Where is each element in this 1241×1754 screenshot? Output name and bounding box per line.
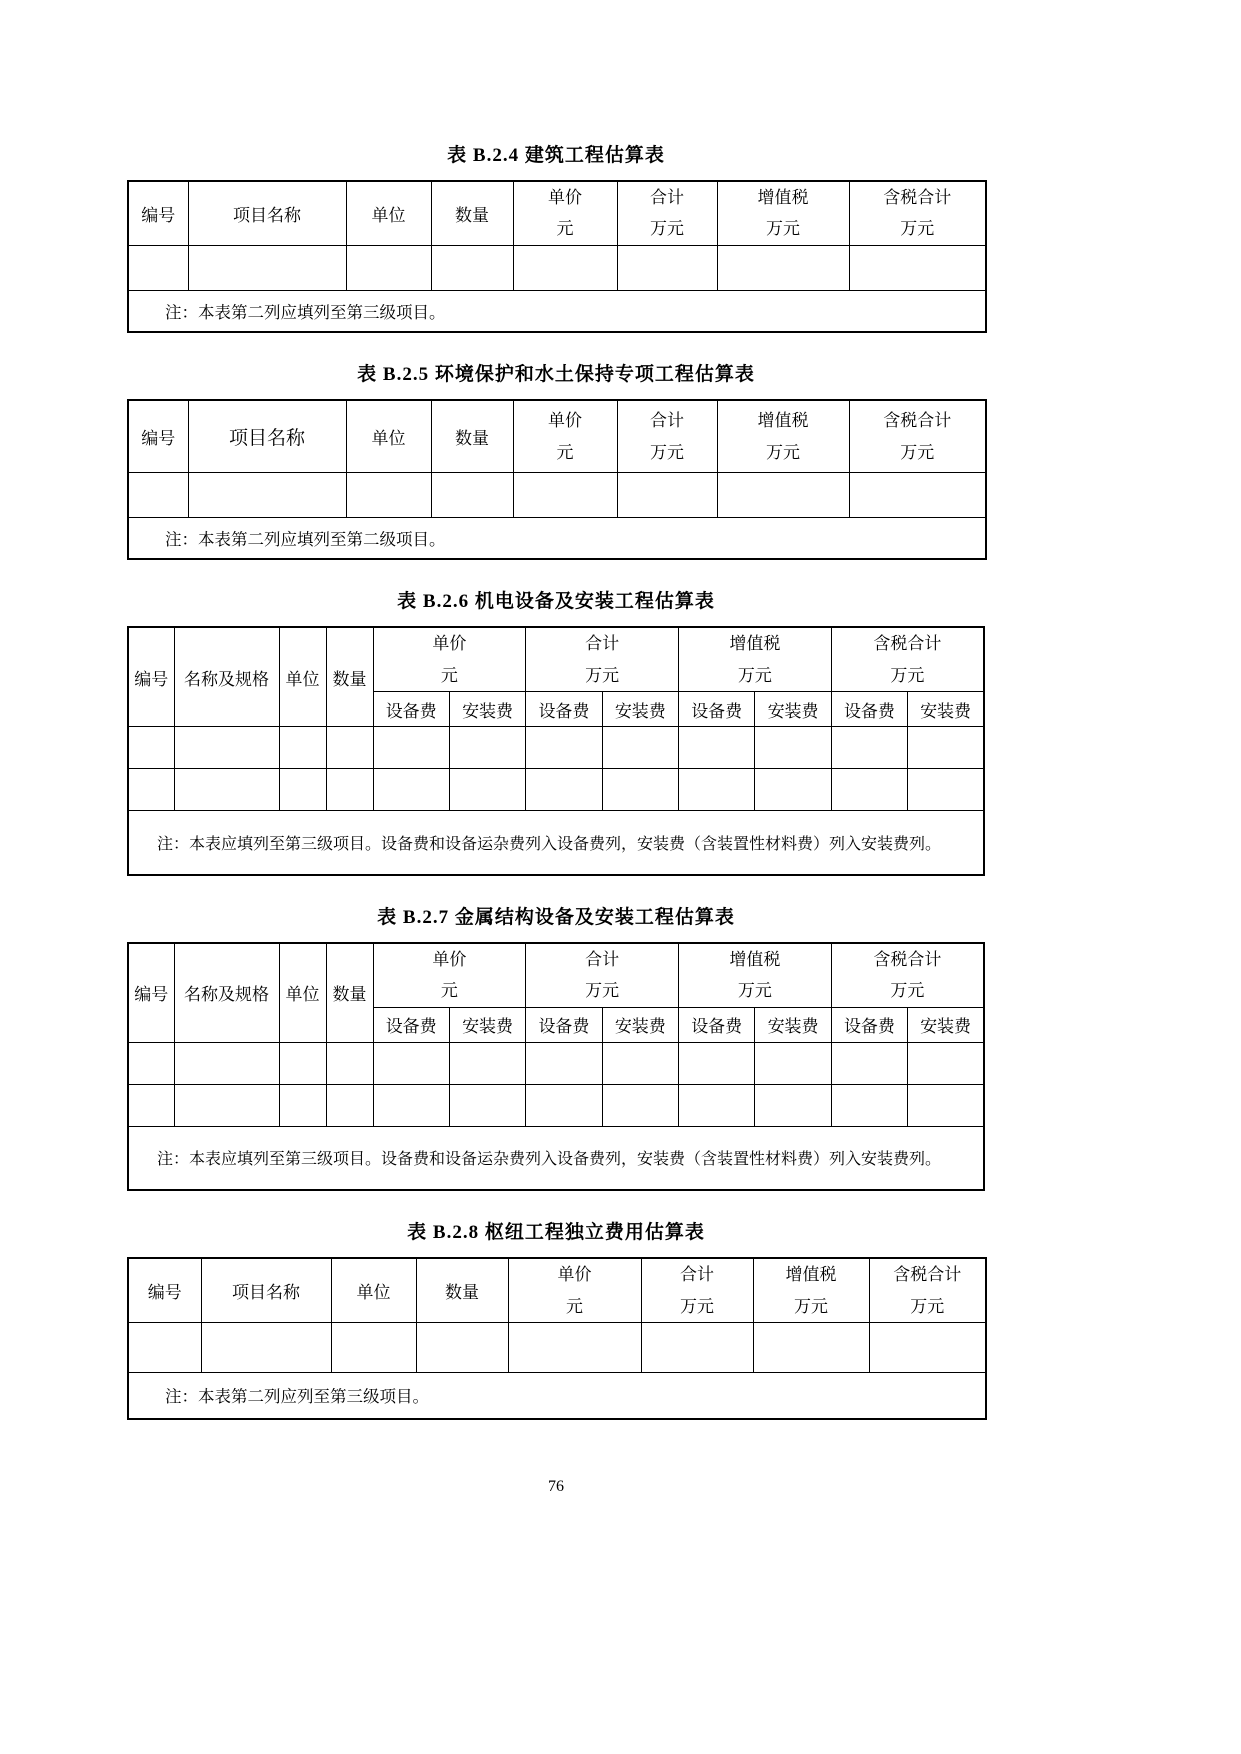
header-total: 合计 万元: [641, 1258, 753, 1322]
subheader-installation-fee: 安装费: [755, 1007, 831, 1042]
header-group-total: 合计 万元: [526, 627, 679, 691]
empty-cell: [602, 1042, 678, 1084]
subheader-equipment-fee: 设备费: [526, 1007, 602, 1042]
subheader-equipment-fee: 设备费: [373, 1007, 449, 1042]
empty-cell: [326, 1042, 373, 1084]
subheader-installation-fee: 安装费: [755, 692, 831, 727]
table-b28: [127, 1257, 987, 1419]
empty-cell: [373, 1042, 449, 1084]
empty-cell: [717, 245, 849, 290]
empty-cell: [849, 472, 986, 517]
empty-cell: [831, 769, 907, 811]
header-unit: 单位: [346, 400, 431, 472]
empty-data-row: [128, 727, 984, 769]
table-b25-header-row: [128, 400, 986, 472]
header-item-name: 项目名称: [188, 181, 346, 245]
header-total-incl-tax: 含税合计 万元: [869, 1258, 986, 1322]
empty-cell: [174, 1042, 279, 1084]
empty-cell: [831, 727, 907, 769]
empty-cell: [331, 1323, 416, 1373]
header-unit-price: 单价 元: [513, 400, 617, 472]
empty-data-row: [128, 1042, 984, 1084]
empty-cell: [831, 1084, 907, 1126]
header-group-total-incl-tax: 含税合计 万元: [831, 943, 984, 1007]
empty-cell: [602, 1084, 678, 1126]
empty-cell: [201, 1323, 331, 1373]
table-note: 注：本表第二列应列至第三级项目。: [128, 1373, 986, 1419]
header-group-vat: 增值税 万元: [679, 943, 832, 1007]
header-unit-price: 单价 元: [508, 1258, 641, 1322]
empty-cell: [326, 1084, 373, 1126]
empty-cell: [869, 1323, 986, 1373]
table-b25: [127, 399, 987, 560]
header-group-unit-price: 单价 元: [373, 943, 526, 1007]
empty-cell: [526, 1084, 602, 1126]
subheader-equipment-fee: 设备费: [679, 692, 755, 727]
empty-cell: [128, 1323, 201, 1373]
empty-cell: [174, 769, 279, 811]
header-name-spec: 名称及规格: [174, 627, 279, 726]
empty-cell: [431, 472, 513, 517]
page-number: 76: [548, 1478, 564, 1495]
empty-cell: [449, 1084, 525, 1126]
header-total-incl-tax: 含税合计 万元: [849, 400, 986, 472]
subheader-installation-fee: 安装费: [908, 692, 984, 727]
table-note: 注：本表应填列至第三级项目。设备费和设备运杂费列入设备费列，安装费（含装置性材料费）列入安装费列。: [128, 1126, 984, 1190]
subheader-installation-fee: 安装费: [449, 692, 525, 727]
empty-cell: [188, 245, 346, 290]
empty-cell: [831, 1042, 907, 1084]
empty-cell: [416, 1323, 508, 1373]
header-vat: 增值税 万元: [753, 1258, 869, 1322]
table-b25-title: 表 B.2.5 环境保护和水土保持专项工程估算表: [357, 364, 755, 386]
empty-cell: [279, 769, 326, 811]
empty-cell: [513, 472, 617, 517]
empty-cell: [617, 472, 717, 517]
empty-data-row: [128, 245, 986, 290]
empty-cell: [755, 1084, 831, 1126]
table-b26-title: 表 B.2.6 机电设备及安装工程估算表: [397, 591, 715, 613]
header-unit: 单位: [279, 627, 326, 726]
empty-cell: [526, 727, 602, 769]
header-quantity: 数量: [416, 1258, 508, 1322]
header-group-total: 合计 万元: [526, 943, 679, 1007]
document-content: [127, 140, 985, 1446]
table-b28-title: 表 B.2.8 枢纽工程独立费用估算表: [407, 1222, 705, 1244]
header-group-vat: 增值税 万元: [679, 627, 832, 691]
empty-cell: [279, 1084, 326, 1126]
header-number: 编号: [128, 400, 188, 472]
empty-data-row: [128, 769, 984, 811]
empty-cell: [908, 1084, 984, 1126]
table-b27-group-header-row: [128, 943, 984, 1007]
header-number: 编号: [128, 181, 188, 245]
header-vat: 增值税 万元: [717, 400, 849, 472]
empty-cell: [908, 769, 984, 811]
header-item-name: 项目名称: [188, 400, 346, 472]
header-number: 编号: [128, 1258, 201, 1322]
subheader-installation-fee: 安装费: [602, 1007, 678, 1042]
empty-cell: [679, 727, 755, 769]
empty-cell: [753, 1323, 869, 1373]
empty-cell: [431, 245, 513, 290]
empty-cell: [128, 727, 174, 769]
empty-cell: [449, 769, 525, 811]
empty-cell: [449, 1042, 525, 1084]
empty-cell: [717, 472, 849, 517]
header-vat: 增值税 万元: [717, 181, 849, 245]
empty-cell: [679, 1084, 755, 1126]
note-row: [128, 290, 986, 332]
empty-cell: [279, 727, 326, 769]
table-b28-header-row: [128, 1258, 986, 1322]
note-row: [128, 1126, 984, 1190]
table-b27-title: 表 B.2.7 金属结构设备及安装工程估算表: [377, 906, 735, 928]
header-unit-price: 单价 元: [513, 181, 617, 245]
note-row: [128, 811, 984, 875]
empty-cell: [755, 769, 831, 811]
table-note: 注：本表第二列应填列至第二级项目。: [128, 517, 986, 559]
subheader-equipment-fee: 设备费: [831, 692, 907, 727]
header-number: 编号: [128, 943, 174, 1042]
empty-cell: [128, 1042, 174, 1084]
header-group-total-incl-tax: 含税合计 万元: [831, 627, 984, 691]
empty-cell: [526, 1042, 602, 1084]
empty-cell: [513, 245, 617, 290]
header-quantity: 数量: [326, 627, 373, 726]
table-b24-header-row: [128, 181, 986, 245]
empty-cell: [641, 1323, 753, 1373]
empty-cell: [174, 727, 279, 769]
header-unit: 单位: [331, 1258, 416, 1322]
empty-data-row: [128, 472, 986, 517]
table-note: 注：本表应填列至第三级项目。设备费和设备运杂费列入设备费列，安装费（含装置性材料费）列入安装费列。: [128, 811, 984, 875]
subheader-equipment-fee: 设备费: [831, 1007, 907, 1042]
empty-cell: [326, 769, 373, 811]
empty-cell: [908, 1042, 984, 1084]
header-unit: 单位: [279, 943, 326, 1042]
empty-cell: [849, 245, 986, 290]
empty-cell: [373, 769, 449, 811]
header-total-incl-tax: 含税合计 万元: [849, 181, 986, 245]
empty-cell: [508, 1323, 641, 1373]
empty-cell: [617, 245, 717, 290]
header-unit: 单位: [346, 181, 431, 245]
subheader-installation-fee: 安装费: [449, 1007, 525, 1042]
empty-cell: [679, 769, 755, 811]
table-note: 注：本表第二列应填列至第三级项目。: [128, 290, 986, 332]
empty-data-row: [128, 1323, 986, 1373]
header-total: 合计 万元: [617, 181, 717, 245]
note-row: [128, 1373, 986, 1419]
empty-cell: [449, 727, 525, 769]
empty-cell: [174, 1084, 279, 1126]
subheader-installation-fee: 安装费: [602, 692, 678, 727]
empty-cell: [908, 727, 984, 769]
empty-cell: [755, 727, 831, 769]
subheader-equipment-fee: 设备费: [679, 1007, 755, 1042]
empty-cell: [188, 472, 346, 517]
empty-data-row: [128, 1084, 984, 1126]
subheader-installation-fee: 安装费: [908, 1007, 984, 1042]
empty-cell: [526, 769, 602, 811]
header-number: 编号: [128, 627, 174, 726]
empty-cell: [679, 1042, 755, 1084]
header-group-unit-price: 单价 元: [373, 627, 526, 691]
header-quantity: 数量: [326, 943, 373, 1042]
empty-cell: [373, 727, 449, 769]
empty-cell: [346, 245, 431, 290]
header-quantity: 数量: [431, 400, 513, 472]
header-item-name: 项目名称: [201, 1258, 331, 1322]
empty-cell: [128, 472, 188, 517]
empty-cell: [128, 1084, 174, 1126]
subheader-equipment-fee: 设备费: [526, 692, 602, 727]
header-quantity: 数量: [431, 181, 513, 245]
empty-cell: [755, 1042, 831, 1084]
empty-cell: [326, 727, 373, 769]
empty-cell: [128, 769, 174, 811]
note-row: [128, 517, 986, 559]
empty-cell: [279, 1042, 326, 1084]
subheader-equipment-fee: 设备费: [373, 692, 449, 727]
empty-cell: [346, 472, 431, 517]
table-b24-title: 表 B.2.4 建筑工程估算表: [447, 145, 665, 166]
table-b26: [127, 626, 985, 875]
header-name-spec: 名称及规格: [174, 943, 279, 1042]
table-b27: [127, 942, 985, 1191]
empty-cell: [128, 245, 188, 290]
header-total: 合计 万元: [617, 400, 717, 472]
empty-cell: [602, 727, 678, 769]
table-b24: [127, 180, 987, 333]
empty-cell: [602, 769, 678, 811]
table-b26-group-header-row: [128, 627, 984, 691]
empty-cell: [373, 1084, 449, 1126]
